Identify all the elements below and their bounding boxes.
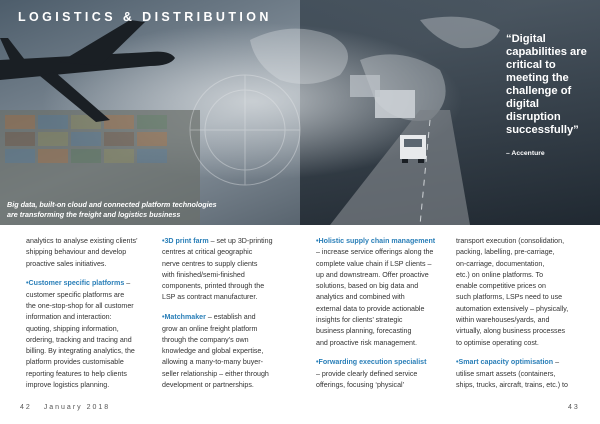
text-line: offerings, focusing ‘physical’	[316, 381, 405, 390]
paragraph	[316, 236, 456, 349]
text-fragment: –	[124, 279, 131, 288]
paragraph	[162, 236, 297, 304]
bullet-marker: •	[162, 237, 165, 245]
bullet-marker: •	[316, 237, 319, 245]
paragraph	[316, 357, 459, 391]
text-line: proactive sales initiatives.	[26, 259, 107, 268]
text-line: complete value chain if LSP clients –	[316, 259, 432, 268]
text-line: grow an online freight platform	[162, 324, 258, 333]
bullet-heading: Holistic supply chain management	[318, 237, 436, 245]
text-line: etc.) on online platforms. To	[456, 270, 544, 279]
text-line: virtually, along business processes	[456, 327, 566, 336]
text-line: nerve centres to supply clients	[162, 259, 258, 268]
paragraph	[456, 236, 596, 349]
section-title: LOGISTICS & DISTRIBUTION	[18, 10, 272, 24]
text-line: and proactive risk management.	[316, 338, 417, 347]
bullet-marker: •	[456, 358, 459, 367]
text-line: utilise smart assets (containers,	[456, 369, 556, 378]
text-line: centres at critical geographic	[162, 248, 253, 257]
text-line: – provide clearly defined service	[316, 369, 418, 378]
text-line: solutions, based on big data and	[316, 282, 419, 291]
text-line: on-carriage, documentation,	[456, 259, 545, 268]
paragraph	[26, 278, 161, 391]
page-number: 43	[568, 404, 580, 411]
text-line: quoting, shipping information,	[26, 324, 119, 333]
bullet-marker: •	[316, 358, 319, 367]
page-number: 42	[20, 404, 32, 411]
text-line: ordering, tracking and tracing and	[26, 335, 132, 344]
pull-quote: “Digital capabilities are critical to meeting the challenge of digital disruption successfully”	[506, 33, 587, 136]
text-line: improve logistics planning.	[26, 381, 110, 390]
text-column-4	[456, 236, 596, 391]
text-line: automation extensively – physically,	[456, 304, 569, 313]
text-line: transport execution (consolidation,	[456, 237, 565, 245]
text-line: billing. By integrating analytics, the	[26, 347, 135, 356]
text-line: information and interaction:	[26, 313, 112, 322]
text-column-1	[26, 236, 161, 391]
quote-source: – Accenture	[506, 150, 545, 157]
text-line: such platforms, LSPs need to use	[456, 293, 563, 302]
text-line: LSP as contract manufacturer.	[162, 293, 258, 302]
text-line: seller relationship – either through	[162, 369, 269, 378]
text-column-2	[162, 236, 297, 391]
text-line: allowing a many-to-many buyer-	[162, 358, 263, 367]
text-line: – increase service offerings along the	[316, 248, 434, 257]
paragraph	[162, 312, 297, 391]
text-line: ships, trucks, aircraft, trains, etc.) to	[456, 381, 568, 390]
text-line: reporting features to help clients	[26, 369, 127, 378]
text-line: enable competitive prices on	[456, 282, 546, 291]
text-line: shipping behaviour and develop	[26, 248, 127, 257]
text-fragment: – set up 3D-printing	[208, 237, 273, 245]
text-line: with finished/semi-finished	[162, 270, 245, 279]
text-line: packing, labelling, pre-carriage,	[456, 248, 555, 257]
bullet-heading: Customer specific platforms	[28, 279, 125, 288]
issue-date: January 2018	[43, 404, 111, 411]
text-line: the one-stop-shop for all customer	[26, 301, 134, 310]
text-line: customer specific platforms are	[26, 290, 125, 299]
text-line: external data to provide actionable	[316, 304, 425, 313]
text-line: analytics and combined with	[316, 293, 405, 302]
bullet-marker: •	[26, 279, 29, 288]
text-line: within warehouses/yards, and	[456, 316, 550, 325]
text-line: insights for clients’ strategic	[316, 316, 403, 325]
caption-line: are transforming the freight and logistics business	[7, 209, 181, 219]
text-fragment: – establish and	[205, 313, 256, 322]
text-line: through the company’s own	[162, 335, 249, 344]
bullet-heading: Smart capacity optimisation	[458, 358, 554, 367]
paragraph	[26, 236, 161, 270]
caption-line: Big data, built-on cloud and connected platform technologies	[7, 200, 217, 209]
text-line: up and downstream. Offer proactive	[316, 270, 429, 279]
image-caption	[7, 200, 217, 219]
text-line: analytics to analyse existing clients’	[26, 237, 138, 245]
text-line: knowledge and global expertise,	[162, 347, 264, 356]
paragraph	[456, 357, 596, 391]
text-line: development or partnerships.	[162, 381, 254, 390]
bullet-heading: 3D print farm	[164, 237, 209, 245]
text-fragment: –	[553, 358, 560, 367]
text-line: components, printed through the	[162, 282, 265, 291]
text-line: platform provides customisable	[26, 358, 124, 367]
bullet-heading: Forwarding execution specialist	[318, 358, 427, 367]
bullet-marker: •	[162, 313, 165, 322]
footer-left	[20, 404, 110, 411]
text-line: business planning, forecasting	[316, 327, 412, 336]
text-line: to optimise operating cost.	[456, 338, 539, 347]
bullet-heading: Matchmaker	[164, 313, 206, 322]
text-column-3	[316, 236, 459, 391]
